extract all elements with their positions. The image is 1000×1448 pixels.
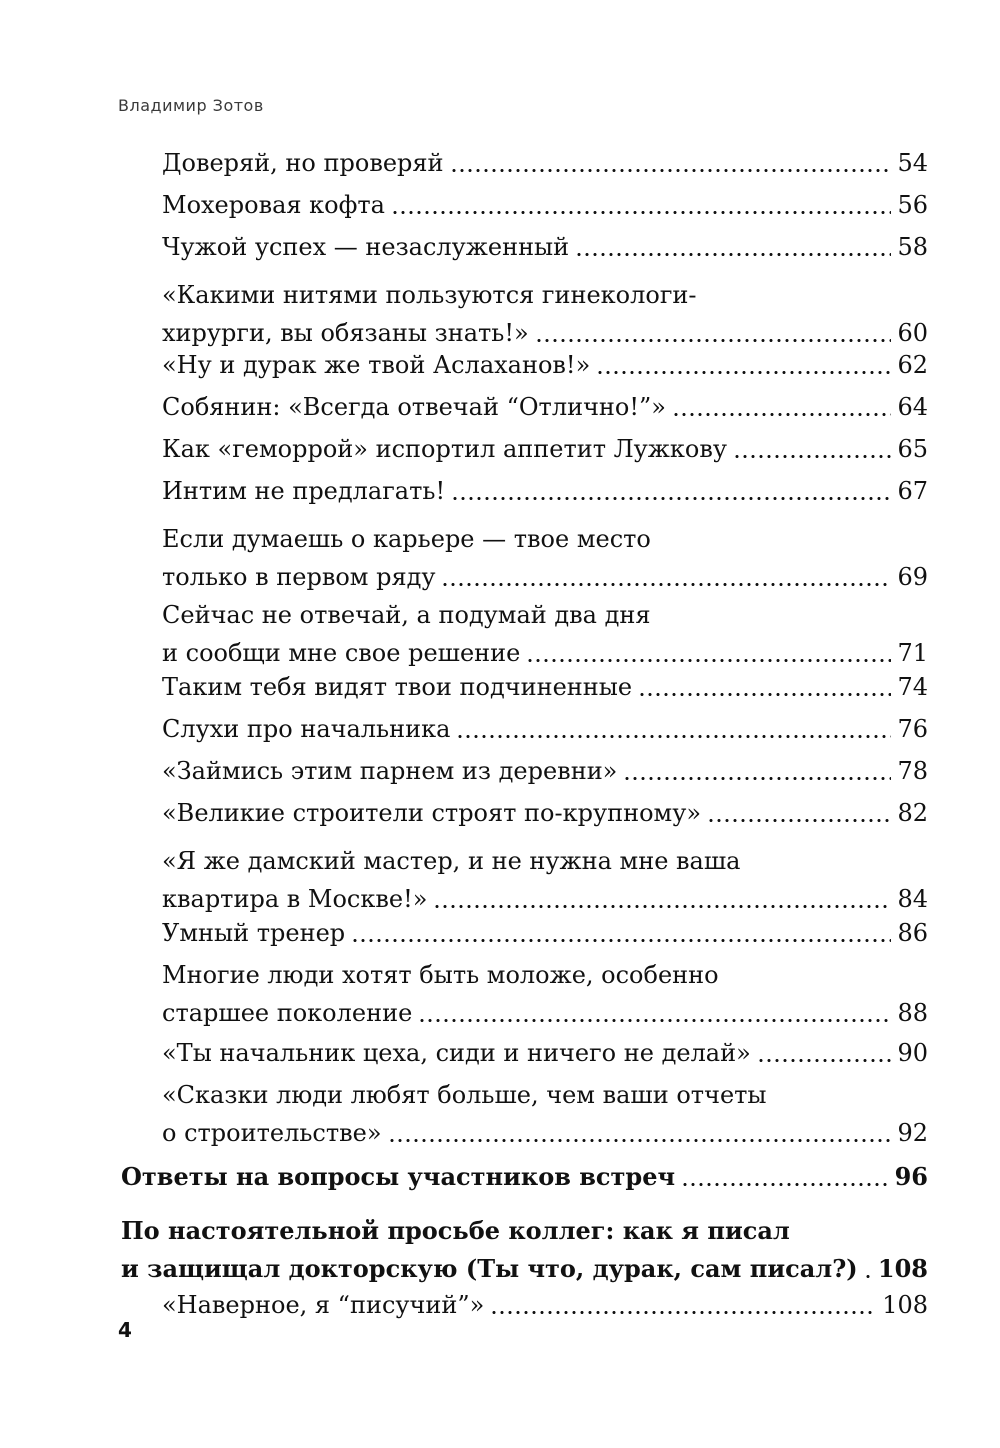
toc-entry-title-line: «Я же дамский мастер, и не нужна мне ваша <box>162 847 741 875</box>
toc-entry <box>162 956 928 1032</box>
toc-entry-page-number: 74 <box>897 673 928 701</box>
dot-leader <box>672 413 891 416</box>
dot-leader <box>526 659 891 662</box>
toc-entry-page-number: 90 <box>897 1039 928 1067</box>
toc-entry-title-line: «Займись этим парнем из деревни» <box>162 757 618 785</box>
toc-entry-page-number: 56 <box>897 191 928 219</box>
toc-entry-title-line: старшее поколение <box>162 999 413 1027</box>
dot-leader <box>638 693 891 696</box>
toc-entry <box>162 472 928 510</box>
toc-entry-row <box>162 186 928 224</box>
dot-leader <box>456 735 891 738</box>
toc-entry-title-line: Многие люди хотят быть моложе, особенно <box>162 961 719 989</box>
toc-entry-row <box>162 752 928 790</box>
toc-entry-title-line: Таким тебя видят твои подчиненные <box>162 673 633 701</box>
toc-entry-title-line: «Великие строители строят по-крупному» <box>162 799 702 827</box>
toc-entry-row <box>162 634 928 672</box>
dot-leader <box>681 1183 889 1186</box>
toc-entry-title-line: «Сказки люди любят больше, чем ваши отчеты <box>162 1081 767 1109</box>
toc-entry-title-line: Ответы на вопросы участников встреч <box>121 1162 676 1191</box>
toc-entry-title-line: «Ты начальник цеха, сиди и ничего не делай» <box>162 1039 751 1067</box>
dot-leader <box>596 371 891 374</box>
toc-entry <box>162 430 928 468</box>
toc-entry-title-line: только в первом ряду <box>162 563 436 591</box>
toc-entry <box>162 186 928 224</box>
toc-entry-row <box>162 1034 928 1072</box>
toc-entry-title-line: Интим не предлагать! <box>162 477 446 505</box>
toc-entry-row <box>162 914 928 952</box>
toc-entry-page-number: 86 <box>897 919 928 947</box>
toc-entry <box>162 276 928 352</box>
toc-entry-title-line: Если думаешь о карьере — твое место <box>162 525 651 553</box>
toc-entry-title-line: квартира в Москве!» <box>162 885 428 913</box>
toc-entry-page-number: 58 <box>897 233 928 261</box>
toc-entry <box>162 1034 928 1072</box>
dot-leader <box>388 1139 892 1142</box>
toc-entry-row <box>162 1286 928 1324</box>
toc-entry <box>162 346 928 384</box>
toc-entry-page-number: 54 <box>897 149 928 177</box>
toc-entry-title-line: хирурги, вы обязаны знать!» <box>162 319 529 347</box>
toc-entry-page-number: 69 <box>897 563 928 591</box>
toc-entry-title-line: По настоятельной просьбе коллег: как я писал <box>121 1216 790 1245</box>
dot-leader <box>757 1059 892 1062</box>
toc-entry-title-line: Мохеровая кофта <box>162 191 385 219</box>
toc-entry-page-number: 64 <box>897 393 928 421</box>
toc-entry-row <box>121 1158 928 1196</box>
toc-entry-title-line: Слухи про начальника <box>162 715 451 743</box>
toc-entry-page-number: 65 <box>897 435 928 463</box>
toc-entry <box>162 1286 928 1324</box>
dot-leader <box>450 169 892 172</box>
toc-entry-title-line: Чужой успех — незаслуженный <box>162 233 570 261</box>
toc-entry-row <box>162 388 928 426</box>
dot-leader <box>418 1019 891 1022</box>
page-number: 4 <box>118 1318 132 1342</box>
toc-entry-page-number: 78 <box>897 757 928 785</box>
dot-leader <box>733 455 891 458</box>
toc-entry-row <box>162 710 928 748</box>
toc-entry <box>162 668 928 706</box>
running-head: Владимир Зотов <box>118 96 264 115</box>
dot-leader <box>707 819 891 822</box>
toc-entry-page-number: 92 <box>897 1119 928 1147</box>
dot-leader <box>451 497 891 500</box>
toc-entry-title-line: Сейчас не отвечай, а подумай два дня <box>162 601 651 629</box>
toc-entry-page-number: 62 <box>897 351 928 379</box>
toc-entry <box>162 520 928 596</box>
toc-entry <box>162 752 928 790</box>
dot-leader <box>351 939 891 942</box>
toc-entry-row <box>162 558 928 596</box>
toc-entry <box>162 914 928 952</box>
dot-leader <box>623 777 891 780</box>
toc-entry-row <box>162 346 928 384</box>
dot-leader <box>441 583 891 586</box>
toc-entry-row <box>121 1250 928 1288</box>
toc-entry-page-number: 71 <box>897 639 928 667</box>
dot-leader <box>575 253 891 256</box>
toc-entry-page-number: 108 <box>877 1254 928 1283</box>
dot-leader <box>433 905 891 908</box>
toc-entry-row <box>162 228 928 266</box>
toc-entry-page-number: 108 <box>882 1291 928 1319</box>
toc-entry-row <box>162 430 928 468</box>
toc-entry-title-line: «Наверное, я “писучий”» <box>162 1291 485 1319</box>
toc-entry <box>162 388 928 426</box>
toc-entry-page-number: 96 <box>894 1162 928 1191</box>
toc-entry <box>162 842 928 918</box>
dot-leader <box>535 339 892 342</box>
toc-entry-title-line: и сообщи мне свое решение <box>162 639 521 667</box>
toc-entry-title-line: «Какими нитями пользуются гинекологи- <box>162 281 697 309</box>
toc-entry-title-line: Доверяй, но проверяй <box>162 149 444 177</box>
dot-leader <box>490 1311 876 1314</box>
toc-entry-title-line: и защищал докторскую (Ты что, дурак, сам писал?) <box>121 1254 858 1283</box>
toc-entry-page-number: 60 <box>897 319 928 347</box>
toc-entry-title-line: Как «геморрой» испортил аппетит Лужкову <box>162 435 727 463</box>
toc-entry <box>162 228 928 266</box>
toc-entry <box>162 596 928 672</box>
toc-entry <box>162 1076 928 1152</box>
toc-entry-title-line: Умный тренер <box>162 919 346 947</box>
toc-entry <box>162 144 928 182</box>
toc-entry <box>121 1158 928 1196</box>
toc-entry-row <box>162 144 928 182</box>
toc-entry-row <box>162 794 928 832</box>
toc-entry-title-line: «Ну и дурак же твой Аслаханов!» <box>162 351 591 379</box>
dot-leader <box>864 1275 872 1278</box>
toc-entry-page-number: 82 <box>897 799 928 827</box>
toc-entry-title-line: о строительстве» <box>162 1119 382 1147</box>
toc-entry-page-number: 84 <box>897 885 928 913</box>
toc-entry-page-number: 88 <box>897 999 928 1027</box>
toc-entry-row <box>162 668 928 706</box>
toc-entry <box>162 710 928 748</box>
toc-entry <box>121 1212 928 1288</box>
toc-entry-title-line: Собянин: «Всегда отвечай “Отлично!”» <box>162 393 666 421</box>
dot-leader <box>391 211 891 214</box>
toc-entry-page-number: 67 <box>897 477 928 505</box>
toc-entry-row <box>162 1114 928 1152</box>
toc-entry-page-number: 76 <box>897 715 928 743</box>
toc-entry <box>162 794 928 832</box>
toc-entry-row <box>162 472 928 510</box>
toc-entry-row <box>162 994 928 1032</box>
toc-entry-row <box>162 880 928 918</box>
